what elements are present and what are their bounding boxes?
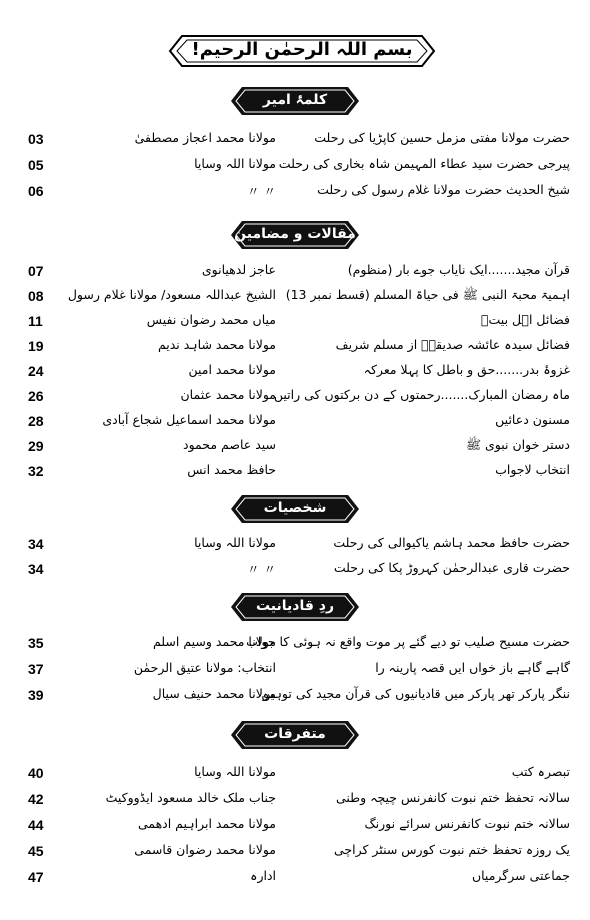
entry-author: مولانا محمد عثمان	[180, 387, 276, 402]
toc-entry[interactable]	[0, 310, 590, 332]
page-number: 39	[28, 687, 44, 703]
entry-author: مولانا اللہ وسایا	[194, 535, 276, 550]
entry-author: عاجز لدھیانوی	[201, 262, 276, 277]
entry-title: جماعتی سرگرمیاں	[471, 868, 570, 883]
toc-entry[interactable]	[0, 410, 590, 432]
page-number: 44	[28, 817, 44, 833]
entry-title: فضائل سیدہ عائشہ صدیقہؓ از مسلم شریف	[335, 337, 570, 352]
entry-author: مولانا محمد اعجاز مصطفیٰ	[134, 130, 276, 145]
toc-entry[interactable]	[0, 788, 590, 810]
entry-title: انتخاب لاجواب	[495, 462, 570, 477]
section-heading-label: متفرقات	[264, 726, 326, 742]
entry-author: 〃 〃	[247, 562, 276, 577]
page-number: 05	[28, 157, 44, 173]
page-number: 11	[28, 313, 43, 329]
toc-entry[interactable]	[0, 435, 590, 457]
entry-author: مولانا محمد رضوان قاسمی	[134, 842, 276, 857]
page-number: 47	[28, 869, 44, 885]
page-number: 45	[28, 843, 44, 859]
toc-entry[interactable]	[0, 154, 590, 176]
entry-author: مولانا محمد شاہد ندیم	[157, 337, 276, 352]
page-number: 29	[28, 438, 44, 454]
entry-title: پیرجی حضرت سید عطاء المہیمن شاہ بخاری کی رحلت	[278, 156, 570, 171]
toc-entry[interactable]	[0, 658, 590, 680]
page-number: 42	[28, 791, 44, 807]
section-heading-label: ردِ قادیانیت	[255, 598, 335, 614]
entry-author: مولانا اللہ وسایا	[194, 156, 276, 171]
section-heading-mutafarriqat	[230, 720, 360, 750]
entry-author: میاں محمد رضوان نفیس	[146, 312, 276, 327]
page-number: 37	[28, 661, 44, 677]
section-heading-label: شخصیات	[263, 500, 327, 516]
entry-title: شیخ الحدیث حضرت مولانا غلام رسول کی رحلت	[317, 182, 570, 197]
entry-title: سالانہ ختم نبوت کانفرنس سرائے نورنگ	[364, 816, 570, 831]
toc-entry[interactable]	[0, 533, 590, 555]
entry-author: مولانا محمد حنیف سیال	[152, 686, 276, 701]
entry-title: ماہ رمضان المبارک.......رحمتوں کے دن برکتوں کی راتیں	[273, 387, 570, 402]
toc-entry[interactable]	[0, 762, 590, 784]
section-heading-label: کلمۂ امیر	[262, 92, 328, 108]
entry-title: سالانہ تحفظ ختم نبوت کانفرنس چیچہ وطنی	[335, 790, 570, 805]
toc-entry[interactable]	[0, 360, 590, 382]
entry-title: ننگر پارکر تھر پارکر میں قادیانیوں کی قرآن مجید کی توہین	[261, 686, 570, 701]
toc-entry[interactable]	[0, 285, 590, 307]
entry-author: مولانا محمد ابراہیم ادھمی	[137, 816, 276, 831]
entry-author: الشیخ عبداللہ مسعود/ مولانا غلام رسول	[67, 287, 276, 302]
toc-entry[interactable]	[0, 260, 590, 282]
entry-title: غزوۂ بدر.......حق و باطل کا پہلا معرکہ	[363, 362, 570, 377]
entry-author: مولانا محمد وسیم اسلم	[152, 634, 276, 649]
page-number: 32	[28, 463, 44, 479]
entry-author: سید عاصم محمود	[183, 437, 276, 452]
entry-author: حافظ محمد انس	[187, 462, 276, 477]
page-number: 24	[28, 363, 44, 379]
page-number: 34	[28, 536, 44, 552]
entry-title: حضرت مولانا مفتی مزمل حسین کاپڑیا کی رحلت	[314, 130, 570, 145]
section-heading-label: مقالات و مضامین	[234, 226, 356, 242]
toc-entry[interactable]	[0, 632, 590, 654]
entry-title: حضرت حافظ محمد ہاشم یاکیوالی کی رحلت	[333, 535, 570, 550]
toc-entry[interactable]	[0, 385, 590, 407]
entry-title: گاہے گاہے باز خواں ایں قصہ پارینہ را	[375, 660, 570, 675]
entry-title: حضرت قاری عبدالرحمٰن کہروڑ پکا کی رحلت	[333, 560, 570, 575]
page-number: 19	[28, 338, 44, 354]
entry-author: مولانا محمد امین	[188, 362, 276, 377]
entry-title: قرآن مجید.......ایک نایاب جوے بار (منظوم)	[347, 262, 570, 277]
entry-title: تبصرہ کتب	[511, 764, 570, 779]
entry-author: انتخاب: مولانا عتیق الرحمٰن	[133, 660, 276, 675]
page-number: 03	[28, 131, 44, 147]
toc-entry[interactable]	[0, 460, 590, 482]
toc-entry[interactable]	[0, 684, 590, 706]
entry-title: دستر خوان نبوی ﷺ	[465, 437, 570, 452]
toc-entry[interactable]	[0, 128, 590, 150]
entry-author: ادارہ	[250, 868, 276, 883]
page-number: 07	[28, 263, 44, 279]
toc-entry[interactable]	[0, 866, 590, 888]
page-number: 35	[28, 635, 44, 651]
entry-author: مولانا محمد اسماعیل شجاع آبادی	[102, 412, 276, 427]
bismillah-text: بسم اللہ الرحمٰن الرحیم!	[191, 39, 413, 60]
entry-title: فضائل اہل بیتؓ	[481, 312, 570, 327]
bismillah-banner	[168, 34, 436, 68]
entry-author: مولانا اللہ وسایا	[194, 764, 276, 779]
page-number: 06	[28, 183, 44, 199]
entry-author: جناب ملک خالد مسعود ایڈووکیٹ	[105, 790, 276, 805]
toc-entry[interactable]	[0, 180, 590, 202]
page-number: 28	[28, 413, 44, 429]
section-heading-maqalat	[230, 220, 360, 250]
toc-entry[interactable]	[0, 840, 590, 862]
page-number: 40	[28, 765, 44, 781]
section-heading-shakhsiyat	[230, 494, 360, 524]
page-number: 34	[28, 561, 44, 577]
entry-title: مسنون دعائیں	[495, 412, 570, 427]
entry-title: یک روزہ تحفظ ختم نبوت کورس سنٹر کراچی	[333, 842, 570, 857]
toc-entry[interactable]	[0, 814, 590, 836]
entry-author: 〃 〃	[247, 184, 276, 199]
toc-entry[interactable]	[0, 335, 590, 357]
entry-title: اہمیۃ محبۃ النبی ﷺ فی حیاۃ المسلم (قسط نمبر 13)	[285, 287, 570, 302]
section-heading-kalima-ameer	[230, 86, 360, 116]
entry-title: حضرت مسیح صلیب تو دیے گئے پر موت واقع نہ ہوئی کا جواب	[246, 634, 570, 649]
page-number: 26	[28, 388, 44, 404]
page-number: 08	[28, 288, 44, 304]
section-heading-radd-e-qadiyaniyat	[230, 592, 360, 622]
toc-entry[interactable]	[0, 558, 590, 580]
